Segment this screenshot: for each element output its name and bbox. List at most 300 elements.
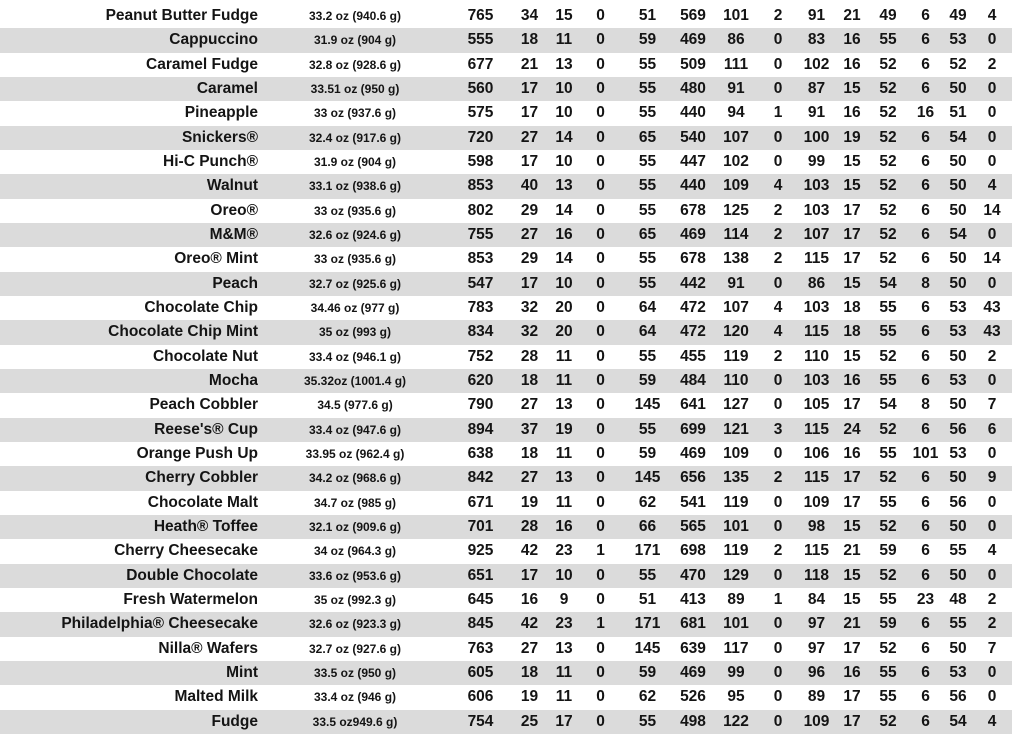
serving-size-cell: 34.7 oz (985 g) — [313, 495, 397, 510]
flavor-row — [0, 588, 1012, 612]
nutrition-value-cell-9: 106 — [803, 445, 830, 463]
nutrition-value-cell-13: 53 — [949, 664, 967, 682]
nutrition-value-cell-9: 103 — [803, 177, 830, 195]
nutrition-value-cell-9: 91 — [807, 7, 826, 25]
nutrition-value-cell-13: 53 — [949, 31, 967, 49]
nutrition-value-cell-2: 37 — [520, 420, 539, 438]
nutrition-value-cell-11: 55 — [879, 445, 897, 463]
nutrition-value-cell-9: 89 — [807, 688, 826, 706]
nutrition-value-cell-6: 442 — [680, 274, 706, 292]
flavor-name-cell: Chocolate Malt — [147, 493, 258, 511]
nutrition-value-cell-6: 641 — [680, 396, 706, 414]
nutrition-value-cell-7: 119 — [723, 493, 749, 511]
nutrition-value-cell-11: 55 — [879, 299, 897, 317]
nutrition-value-cell-11: 59 — [879, 542, 897, 560]
nutrition-value-cell-1: 834 — [467, 323, 494, 341]
nutrition-value-cell-13: 50 — [949, 347, 967, 365]
nutrition-value-cell-6: 541 — [680, 493, 706, 511]
nutrition-value-cell-1: 802 — [467, 201, 494, 219]
nutrition-value-cell-12: 6 — [921, 372, 930, 390]
nutrition-value-cell-12: 6 — [921, 7, 930, 25]
nutrition-value-cell-14: 0 — [987, 80, 997, 98]
nutrition-value-cell-5: 65 — [638, 226, 657, 244]
flavor-name-cell: Pineapple — [184, 104, 258, 122]
nutrition-value-cell-1: 598 — [467, 153, 494, 171]
nutrition-value-cell-1: 560 — [467, 80, 494, 98]
nutrition-value-cell-3: 13 — [555, 396, 573, 414]
serving-size-cell: 31.9 oz (904 g) — [313, 155, 397, 170]
flavor-name-cell: Snickers® — [181, 128, 258, 146]
nutrition-value-cell-14: 4 — [987, 7, 997, 25]
nutrition-value-cell-13: 50 — [949, 518, 967, 536]
nutrition-value-cell-2: 42 — [520, 542, 539, 560]
nutrition-value-cell-4: 0 — [596, 274, 605, 292]
nutrition-value-cell-13: 50 — [949, 469, 967, 487]
flavor-name-cell: Nilla® Wafers — [158, 639, 258, 657]
nutrition-value-cell-2: 28 — [520, 518, 539, 536]
flavor-row — [0, 247, 1012, 271]
nutrition-value-cell-7: 110 — [723, 372, 749, 390]
nutrition-value-cell-11: 52 — [879, 420, 897, 438]
serving-size-cell: 32.1 oz (909.6 g) — [308, 520, 402, 535]
flavor-row — [0, 28, 1012, 52]
nutrition-value-cell-6: 678 — [680, 250, 706, 268]
flavor-row — [0, 126, 1012, 150]
nutrition-value-cell-10: 19 — [843, 128, 861, 146]
nutrition-value-cell-6: 469 — [680, 226, 706, 244]
nutrition-value-cell-14: 0 — [987, 274, 997, 292]
nutrition-value-cell-2: 16 — [520, 591, 539, 609]
nutrition-value-cell-4: 0 — [596, 55, 605, 73]
nutrition-value-cell-13: 55 — [949, 615, 967, 633]
nutrition-value-cell-14: 0 — [987, 445, 997, 463]
nutrition-value-cell-3: 9 — [559, 591, 569, 609]
nutrition-value-cell-13: 50 — [949, 201, 967, 219]
nutrition-value-cell-3: 14 — [555, 128, 573, 146]
nutrition-value-cell-8: 0 — [773, 31, 783, 49]
nutrition-value-cell-14: 0 — [987, 31, 997, 49]
nutrition-value-cell-5: 64 — [638, 299, 657, 317]
nutrition-value-cell-5: 55 — [638, 250, 657, 268]
nutrition-value-cell-3: 13 — [555, 177, 573, 195]
nutrition-value-cell-8: 0 — [773, 445, 783, 463]
nutrition-value-cell-10: 16 — [843, 445, 861, 463]
serving-size-cell: 34.46 oz (977 g) — [310, 301, 400, 316]
nutrition-value-cell-4: 0 — [596, 566, 605, 584]
flavor-row — [0, 53, 1012, 77]
nutrition-value-cell-6: 678 — [680, 201, 706, 219]
nutrition-value-cell-2: 21 — [520, 55, 539, 73]
nutrition-value-cell-3: 11 — [555, 372, 573, 390]
nutrition-value-cell-14: 43 — [983, 299, 1001, 317]
flavor-name-cell: Mint — [226, 664, 258, 682]
flavor-row — [0, 466, 1012, 490]
flavor-row — [0, 661, 1012, 685]
nutrition-value-cell-6: 540 — [680, 128, 706, 146]
nutrition-value-cell-9: 118 — [803, 566, 829, 584]
flavor-name-cell: Mocha — [208, 372, 258, 390]
nutrition-value-cell-2: 17 — [520, 274, 539, 292]
nutrition-value-cell-4: 0 — [596, 420, 605, 438]
nutrition-value-cell-10: 16 — [843, 104, 861, 122]
nutrition-value-cell-14: 2 — [987, 55, 997, 73]
nutrition-value-cell-8: 2 — [773, 542, 783, 560]
nutrition-value-cell-5: 145 — [634, 396, 661, 414]
nutrition-value-cell-13: 50 — [949, 177, 967, 195]
nutrition-value-cell-3: 11 — [555, 493, 573, 511]
nutrition-value-cell-6: 565 — [680, 518, 706, 536]
nutrition-value-cell-12: 6 — [921, 299, 930, 317]
flavor-name-cell: Peanut Butter Fudge — [105, 7, 258, 25]
nutrition-value-cell-12: 6 — [921, 80, 930, 98]
nutrition-value-cell-14: 4 — [987, 177, 997, 195]
nutrition-value-cell-4: 0 — [596, 201, 605, 219]
nutrition-value-cell-3: 11 — [555, 664, 573, 682]
flavor-row — [0, 77, 1012, 101]
nutrition-value-cell-5: 51 — [638, 7, 657, 25]
nutrition-value-cell-13: 48 — [949, 591, 967, 609]
nutrition-value-cell-10: 17 — [843, 493, 861, 511]
nutrition-value-cell-1: 677 — [467, 55, 494, 73]
flavor-name-cell: Reese's® Cup — [154, 420, 258, 438]
nutrition-value-cell-8: 1 — [773, 104, 783, 122]
nutrition-value-cell-8: 0 — [773, 712, 783, 730]
nutrition-value-cell-4: 0 — [596, 445, 605, 463]
serving-size-cell: 33.6 oz (953.6 g) — [308, 568, 402, 583]
nutrition-value-cell-9: 103 — [803, 201, 830, 219]
nutrition-value-cell-12: 6 — [921, 55, 930, 73]
nutrition-value-cell-8: 0 — [773, 518, 783, 536]
flavor-row — [0, 272, 1012, 296]
flavor-name-cell: Caramel Fudge — [146, 55, 258, 73]
nutrition-value-cell-10: 18 — [843, 323, 861, 341]
nutrition-value-cell-9: 115 — [803, 469, 829, 487]
nutrition-value-cell-9: 97 — [807, 639, 826, 657]
nutrition-value-cell-6: 472 — [680, 323, 706, 341]
nutrition-value-cell-11: 52 — [879, 347, 897, 365]
nutrition-value-cell-3: 20 — [555, 299, 573, 317]
flavor-name-cell: Orange Push Up — [136, 445, 258, 463]
nutrition-value-cell-7: 111 — [723, 55, 749, 73]
nutrition-value-cell-7: 109 — [723, 177, 749, 195]
nutrition-value-cell-6: 498 — [680, 712, 706, 730]
nutrition-value-cell-1: 925 — [467, 542, 494, 560]
nutrition-value-cell-6: 447 — [680, 153, 706, 171]
flavor-row — [0, 515, 1012, 539]
serving-size-cell: 32.7 oz (925.6 g) — [308, 276, 402, 291]
nutrition-value-cell-4: 0 — [596, 177, 605, 195]
nutrition-value-cell-12: 6 — [921, 31, 930, 49]
serving-size-cell: 32.8 oz (928.6 g) — [308, 57, 402, 72]
nutrition-value-cell-9: 115 — [803, 542, 829, 560]
nutrition-value-cell-2: 34 — [520, 7, 539, 25]
nutrition-value-cell-9: 103 — [803, 372, 830, 390]
serving-size-cell: 32.6 oz (923.3 g) — [308, 617, 402, 632]
nutrition-value-cell-5: 59 — [638, 31, 657, 49]
nutrition-value-cell-3: 19 — [555, 420, 573, 438]
flavor-row — [0, 710, 1012, 734]
flavor-row — [0, 442, 1012, 466]
nutrition-value-cell-12: 6 — [921, 469, 930, 487]
nutrition-value-cell-2: 17 — [520, 104, 539, 122]
serving-size-cell: 33 oz (937.6 g) — [313, 106, 397, 121]
nutrition-value-cell-6: 656 — [680, 469, 706, 487]
nutrition-value-cell-13: 54 — [949, 128, 967, 146]
nutrition-value-cell-10: 17 — [843, 201, 861, 219]
nutrition-value-cell-3: 16 — [555, 226, 573, 244]
nutrition-value-cell-6: 455 — [680, 347, 706, 365]
nutrition-value-cell-13: 53 — [949, 323, 967, 341]
flavor-name-cell: Heath® Toffee — [153, 518, 258, 536]
flavor-row — [0, 685, 1012, 709]
nutrition-value-cell-12: 6 — [921, 128, 930, 146]
nutrition-value-cell-8: 0 — [773, 372, 783, 390]
nutrition-value-cell-8: 0 — [773, 396, 783, 414]
nutrition-value-cell-9: 99 — [807, 153, 826, 171]
nutrition-value-cell-12: 6 — [921, 688, 930, 706]
nutrition-value-cell-6: 440 — [680, 177, 706, 195]
serving-size-cell: 35 oz (993 g) — [318, 325, 392, 340]
nutrition-value-cell-7: 91 — [727, 80, 745, 98]
serving-size-cell: 33.5 oz (950 g) — [313, 666, 397, 681]
nutrition-value-cell-8: 2 — [773, 226, 783, 244]
nutrition-value-cell-1: 842 — [467, 469, 494, 487]
nutrition-value-cell-6: 569 — [680, 7, 706, 25]
nutrition-value-cell-12: 23 — [916, 591, 935, 609]
nutrition-value-cell-7: 121 — [723, 420, 749, 438]
flavor-name-cell: M&M® — [209, 226, 258, 244]
nutrition-value-cell-5: 62 — [638, 493, 657, 511]
flavor-name-cell: Chocolate Chip — [144, 299, 258, 317]
flavor-name-cell: Double Chocolate — [126, 566, 258, 584]
nutrition-value-cell-11: 52 — [879, 712, 897, 730]
nutrition-value-cell-10: 16 — [843, 55, 861, 73]
nutrition-value-cell-1: 606 — [467, 688, 494, 706]
flavor-row — [0, 199, 1012, 223]
serving-size-cell: 33 oz (935.6 g) — [313, 203, 397, 218]
nutrition-value-cell-7: 138 — [723, 250, 749, 268]
serving-size-cell: 33.4 oz (947.6 g) — [308, 422, 402, 437]
nutrition-value-cell-8: 2 — [773, 7, 783, 25]
nutrition-value-cell-14: 0 — [987, 226, 997, 244]
nutrition-value-cell-1: 620 — [467, 372, 494, 390]
nutrition-value-cell-14: 0 — [987, 664, 997, 682]
nutrition-value-cell-14: 0 — [987, 372, 997, 390]
nutrition-value-cell-12: 6 — [921, 250, 930, 268]
nutrition-value-cell-2: 27 — [520, 128, 539, 146]
nutrition-value-cell-11: 52 — [879, 639, 897, 657]
nutrition-value-cell-2: 19 — [520, 688, 539, 706]
serving-size-cell: 33.5 oz949.6 g) — [312, 714, 398, 729]
nutrition-value-cell-12: 6 — [921, 615, 930, 633]
nutrition-value-cell-5: 55 — [638, 201, 657, 219]
nutrition-value-cell-7: 89 — [727, 591, 745, 609]
nutrition-value-cell-11: 54 — [879, 396, 897, 414]
serving-size-cell: 33 oz (935.6 g) — [313, 252, 397, 267]
nutrition-value-cell-9: 87 — [807, 80, 826, 98]
nutrition-value-cell-8: 4 — [773, 299, 783, 317]
nutrition-value-cell-2: 29 — [520, 201, 539, 219]
nutrition-value-cell-4: 0 — [596, 7, 605, 25]
nutrition-value-cell-12: 6 — [921, 664, 930, 682]
nutrition-value-cell-13: 50 — [949, 274, 967, 292]
nutrition-value-cell-10: 18 — [843, 299, 861, 317]
nutrition-value-cell-6: 639 — [680, 639, 706, 657]
nutrition-value-cell-4: 0 — [596, 250, 605, 268]
flavor-table-body — [0, 4, 1012, 734]
flavor-row — [0, 637, 1012, 661]
nutrition-value-cell-1: 790 — [467, 396, 494, 414]
flavor-row — [0, 101, 1012, 125]
nutrition-value-cell-12: 6 — [921, 518, 930, 536]
nutrition-value-cell-4: 0 — [596, 372, 605, 390]
nutrition-value-cell-8: 2 — [773, 347, 783, 365]
serving-size-cell: 32.6 oz (924.6 g) — [308, 228, 402, 243]
flavor-name-cell: Chocolate Nut — [152, 347, 258, 365]
nutrition-value-cell-8: 4 — [773, 323, 783, 341]
flavor-name-cell: Malted Milk — [174, 688, 258, 706]
nutrition-value-cell-11: 52 — [879, 177, 897, 195]
flavor-row — [0, 418, 1012, 442]
nutrition-value-cell-9: 115 — [803, 323, 829, 341]
nutrition-value-cell-5: 64 — [638, 323, 657, 341]
nutrition-value-cell-2: 27 — [520, 469, 539, 487]
nutrition-value-cell-11: 54 — [879, 274, 897, 292]
nutrition-value-cell-14: 0 — [987, 688, 997, 706]
nutrition-value-cell-2: 32 — [520, 323, 539, 341]
nutrition-value-cell-7: 119 — [723, 347, 749, 365]
nutrition-value-cell-11: 55 — [879, 372, 897, 390]
nutrition-value-cell-9: 102 — [803, 55, 830, 73]
nutrition-value-cell-12: 6 — [921, 493, 930, 511]
nutrition-value-cell-3: 11 — [555, 347, 573, 365]
flavor-row — [0, 223, 1012, 247]
nutrition-value-cell-2: 27 — [520, 396, 539, 414]
nutrition-value-cell-4: 1 — [596, 542, 605, 560]
nutrition-value-cell-3: 17 — [555, 712, 573, 730]
nutrition-value-cell-8: 0 — [773, 639, 783, 657]
nutrition-value-cell-1: 894 — [467, 420, 494, 438]
nutrition-value-cell-10: 15 — [843, 518, 861, 536]
nutrition-value-cell-4: 0 — [596, 104, 605, 122]
nutrition-value-cell-10: 21 — [843, 542, 861, 560]
flavor-name-cell: Cappuccino — [169, 31, 258, 49]
serving-size-cell: 33.51 oz (950 g) — [310, 82, 400, 97]
nutrition-value-cell-1: 752 — [467, 347, 494, 365]
nutrition-value-cell-4: 0 — [596, 688, 605, 706]
nutrition-value-cell-8: 2 — [773, 201, 783, 219]
nutrition-value-cell-6: 480 — [680, 80, 706, 98]
nutrition-value-cell-5: 55 — [638, 55, 657, 73]
nutrition-value-cell-1: 720 — [467, 128, 494, 146]
nutrition-value-cell-14: 0 — [987, 493, 997, 511]
nutrition-value-cell-4: 0 — [596, 396, 605, 414]
nutrition-value-cell-5: 55 — [638, 153, 657, 171]
nutrition-value-cell-9: 100 — [803, 128, 830, 146]
nutrition-value-cell-12: 6 — [921, 153, 930, 171]
nutrition-value-cell-4: 0 — [596, 518, 605, 536]
nutrition-value-cell-7: 99 — [727, 664, 745, 682]
nutrition-value-cell-13: 56 — [949, 420, 967, 438]
nutrition-value-cell-6: 440 — [680, 104, 706, 122]
nutrition-value-cell-10: 15 — [843, 274, 861, 292]
serving-size-cell: 35.32oz (1001.4 g) — [303, 374, 407, 389]
nutrition-value-cell-10: 15 — [843, 153, 861, 171]
nutrition-value-cell-7: 95 — [727, 688, 745, 706]
nutrition-value-cell-9: 84 — [807, 591, 826, 609]
nutrition-value-cell-3: 11 — [555, 445, 573, 463]
nutrition-value-cell-5: 59 — [638, 372, 657, 390]
flavor-row — [0, 564, 1012, 588]
nutrition-value-cell-5: 55 — [638, 274, 657, 292]
nutrition-value-cell-10: 17 — [843, 250, 861, 268]
nutrition-value-cell-2: 29 — [520, 250, 539, 268]
nutrition-value-cell-9: 86 — [807, 274, 826, 292]
nutrition-value-cell-14: 14 — [983, 250, 1001, 268]
nutrition-value-cell-9: 91 — [807, 104, 826, 122]
nutrition-value-cell-3: 10 — [555, 153, 573, 171]
nutrition-value-cell-11: 55 — [879, 688, 897, 706]
nutrition-value-cell-9: 105 — [803, 396, 830, 414]
nutrition-value-cell-6: 681 — [680, 615, 706, 633]
nutrition-value-cell-4: 0 — [596, 226, 605, 244]
nutrition-value-cell-7: 120 — [723, 323, 749, 341]
flavor-row — [0, 539, 1012, 563]
nutrition-value-cell-7: 119 — [723, 542, 749, 560]
flavor-name-cell: Oreo® — [210, 201, 258, 219]
nutrition-value-cell-3: 23 — [555, 542, 573, 560]
nutrition-value-cell-6: 469 — [680, 445, 706, 463]
nutrition-value-cell-2: 32 — [520, 299, 539, 317]
nutrition-value-cell-10: 21 — [843, 615, 861, 633]
nutrition-value-cell-9: 109 — [803, 493, 830, 511]
nutrition-value-cell-8: 0 — [773, 128, 783, 146]
nutrition-value-cell-6: 526 — [680, 688, 706, 706]
nutrition-value-cell-1: 575 — [467, 104, 494, 122]
nutrition-value-cell-2: 27 — [520, 639, 539, 657]
serving-size-cell: 32.4 oz (917.6 g) — [308, 130, 402, 145]
nutrition-value-cell-1: 853 — [467, 177, 494, 195]
nutrition-value-cell-8: 0 — [773, 274, 783, 292]
nutrition-value-cell-6: 698 — [680, 542, 706, 560]
nutrition-value-cell-13: 53 — [949, 445, 967, 463]
nutrition-value-cell-10: 17 — [843, 396, 861, 414]
nutrition-value-cell-12: 6 — [921, 201, 930, 219]
nutrition-value-cell-6: 699 — [680, 420, 706, 438]
nutrition-value-cell-14: 2 — [987, 615, 997, 633]
nutrition-value-cell-14: 14 — [983, 201, 1001, 219]
nutrition-value-cell-10: 17 — [843, 226, 861, 244]
nutrition-value-cell-9: 97 — [807, 615, 826, 633]
nutrition-value-cell-8: 1 — [773, 591, 783, 609]
nutrition-value-cell-2: 18 — [520, 372, 539, 390]
nutrition-value-cell-12: 6 — [921, 323, 930, 341]
nutrition-value-cell-3: 10 — [555, 274, 573, 292]
nutrition-value-cell-7: 127 — [723, 396, 749, 414]
flavor-name-cell: Oreo® Mint — [174, 250, 258, 268]
nutrition-value-cell-9: 115 — [803, 250, 829, 268]
flavor-name-cell: Chocolate Chip Mint — [108, 323, 258, 341]
nutrition-value-cell-14: 7 — [987, 396, 997, 414]
nutrition-value-cell-1: 651 — [467, 566, 494, 584]
nutrition-value-cell-6: 509 — [680, 55, 706, 73]
nutrition-value-cell-5: 55 — [638, 80, 657, 98]
nutrition-value-cell-7: 114 — [723, 226, 749, 244]
nutrition-value-cell-8: 0 — [773, 615, 783, 633]
nutrition-value-cell-11: 55 — [879, 664, 897, 682]
nutrition-value-cell-1: 605 — [467, 664, 494, 682]
nutrition-value-cell-3: 11 — [555, 31, 573, 49]
